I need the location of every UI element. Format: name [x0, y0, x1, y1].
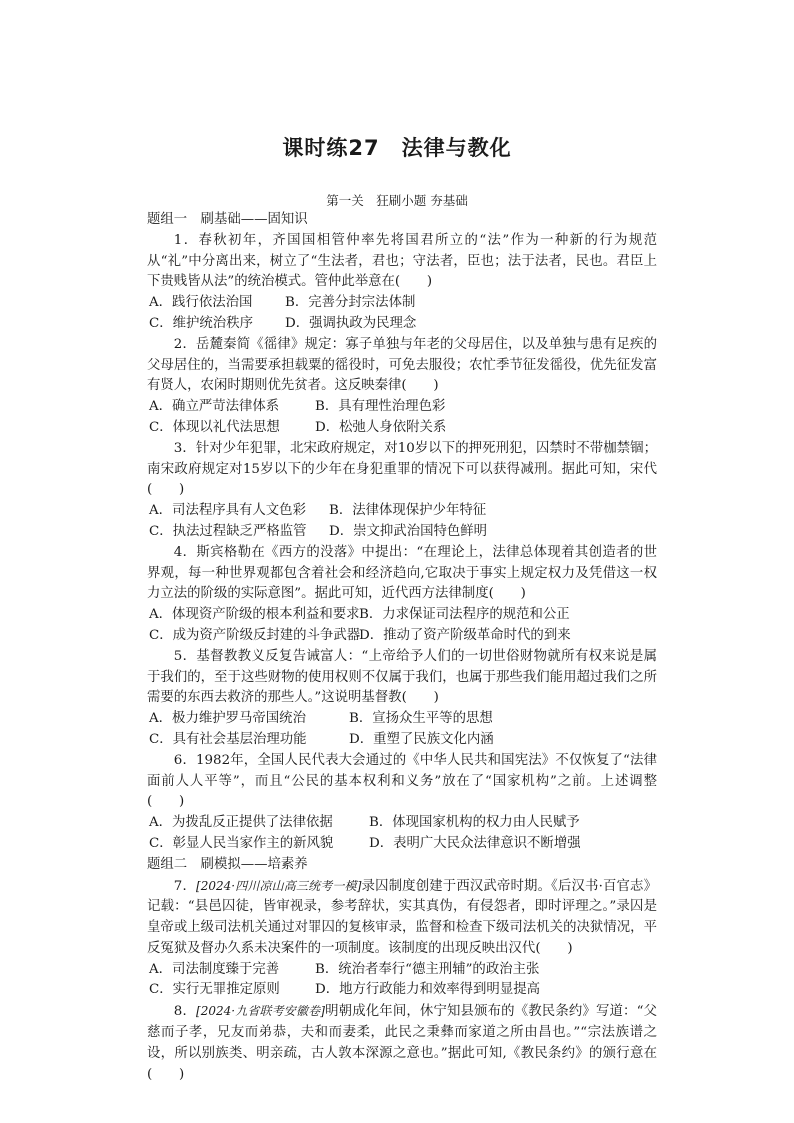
question-stem: 6．1982年，全国人民代表大会通过的《中华人民共和国宪法》不仅恢复了“法律面前人人平等”，而且“公民的基本权利和义务”放在了“国家机构”之前。上述调整( ) — [147, 752, 657, 810]
option-a[interactable]: A．确立严苛法律体系 — [149, 399, 280, 415]
options-row — [147, 293, 657, 314]
question-source: [2024·九省联考安徽卷] — [196, 1004, 325, 1019]
option-a[interactable]: A．司法程序具有人文色彩 — [149, 503, 306, 519]
option-b[interactable]: B．统治者奉行“德主刑辅”的政治主张 — [315, 961, 540, 977]
group-heading-2: 题组二 刷模拟——培素养 — [147, 856, 308, 872]
option-a[interactable]: A．践行依法治国 — [149, 295, 253, 311]
question-stem: 2．岳麓秦简《徭律》规定：寡子单独与年老的父母居住，以及单独与患有足疾的父母居住的，当需要承担载粟的徭役时，可免去服役；农忙季节征发徭役，优先征发富有贤人，农闲时期则优先贫者。这反映秦律( ) — [147, 336, 657, 394]
page-title: 课时练27 法律与教化 — [282, 136, 512, 160]
question-source: [2024·四川凉山高三统考一模] — [196, 878, 362, 893]
question-stem: 5．基督教教义反复告诫富人：“上帝给予人们的一切世俗财物就所有权来说是属于我们的，至于这些财物的使用权则不仅属于我们，也属于那些我们能用超过我们之所需要的东西去救济的那些人。”这说明基督教( ) — [147, 648, 657, 706]
question-3 — [147, 439, 657, 543]
options-row — [147, 813, 657, 834]
option-b[interactable]: B．体现国家机构的权力由人民赋予 — [369, 815, 580, 831]
question-6 — [147, 751, 657, 855]
options-row — [147, 834, 657, 855]
options-row — [147, 980, 657, 1001]
question-1 — [147, 231, 657, 335]
option-c[interactable]: C．具有社会基层治理功能 — [149, 731, 307, 747]
options-row — [147, 626, 657, 647]
question-5 — [147, 647, 657, 751]
option-d[interactable]: D．地方行政能力和效率得到明显提高 — [315, 982, 540, 998]
option-b[interactable]: B．力求保证司法程序的规范和公正 — [359, 607, 570, 623]
options-row — [147, 522, 657, 543]
option-c[interactable]: C．执法过程缺乏严格监管 — [149, 523, 307, 539]
option-b[interactable]: B．具有理性治理色彩 — [315, 399, 446, 415]
option-c[interactable]: C．实行无罪推定原则 — [149, 982, 280, 998]
question-stem: 1．春秋初年，齐国国相管仲率先将国君所立的“法”作为一种新的行为规范从“礼”中分离出来，树立了“生法者，君也；守法者，臣也；法于法者，民也。君臣上下贵贱皆从法”的统治模式。管仲此举意在( ) — [147, 232, 657, 290]
options-row — [147, 314, 657, 335]
options-row — [147, 960, 657, 981]
option-b[interactable]: B．完善分封宗法体制 — [285, 295, 416, 311]
group-heading-1: 题组一 刷基础——固知识 — [147, 212, 308, 227]
option-d[interactable]: D．崇文抑武治国特色鲜明 — [329, 523, 488, 539]
option-d[interactable]: D．推动了资产阶级革命时代的到来 — [359, 627, 571, 643]
option-c[interactable]: C．彰显人民当家作主的新风貌 — [149, 835, 334, 851]
option-d[interactable]: D．表明广大民众法律意识不断增强 — [369, 835, 581, 851]
question-number: 7． — [173, 878, 197, 894]
options-row — [147, 397, 657, 418]
question-8 — [147, 1001, 657, 1085]
option-d[interactable]: D．松弛人身依附关系 — [315, 419, 447, 435]
option-c[interactable]: C．维护统治秩序 — [149, 315, 253, 331]
question-list — [147, 210, 657, 1085]
options-row — [147, 418, 657, 439]
option-a[interactable]: A．为拨乱反正提供了法律依据 — [149, 815, 333, 831]
option-c[interactable]: C．成为资产阶级反封建的斗争武器 — [149, 627, 361, 643]
option-b[interactable]: B．法律体现保护少年特征 — [329, 503, 487, 519]
question-2 — [147, 335, 657, 439]
question-stem: 明朝成化年间，休宁知县颁布的《教民条约》写道：“父慈而子孝，兄友而弟恭，夫和而妻柔，此民之秉彝而家道之所由昌也。”“宗法族谱之设，所以别族类、明亲疏，古人敦本深源之意也。”据此可知,《教民条约》的颁行意在( ) — [147, 1004, 657, 1082]
question-stem: 4．斯宾格勒在《西方的没落》中提出：“在理论上，法律总体现着其创造者的世界观，每一种世界观都包含着社会和经济趋向,它取决于事实上规定权力及凭借这一权力立法的阶级的实际意图”。据此可知，近代西方法律制度( ) — [147, 544, 657, 602]
options-row — [147, 709, 657, 730]
option-a[interactable]: A．司法制度臻于完善 — [149, 961, 280, 977]
options-row — [147, 501, 657, 522]
option-d[interactable]: D．重塑了民族文化内涵 — [349, 731, 494, 747]
option-b[interactable]: B．宣扬众生平等的思想 — [349, 711, 493, 727]
question-number: 8． — [173, 1004, 197, 1020]
options-row — [147, 730, 657, 751]
options-row — [147, 605, 657, 626]
option-d[interactable]: D．强调执政为民理念 — [285, 315, 417, 331]
question-stem: 3．针对少年犯罪，北宋政府规定，对10岁以下的押死刑犯，囚禁时不带枷禁锢；南宋政府规定对15岁以下的少年在身犯重罪的情况下可以获得减刑。据此可知，宋代( ) — [147, 440, 657, 498]
option-c[interactable]: C．体现以礼代法思想 — [149, 419, 280, 435]
option-a[interactable]: A．极力维护罗马帝国统治 — [149, 711, 306, 727]
question-7 — [147, 876, 657, 1002]
question-4 — [147, 543, 657, 647]
question-stem: 录囚制度创建于西汉武帝时期。《后汉书·百官志》记载：“县邑囚徒，皆审视录，参考辞状，实其真伪，有侵怨者，即时评理之。”录囚是皇帝或上级司法机关通过对罪囚的复核审录，监督和检查下级司法机关的决狱情况，平反冤狱及督办久系未决案件的一项制度。该制度的出现反映出汉代( ) — [147, 878, 657, 956]
section-heading: 第一关 狂刷小题 夯基础 — [326, 193, 468, 208]
question-stem-container — [147, 1001, 657, 1085]
option-a[interactable]: A．体现资产阶级的根本利益和要求 — [149, 607, 360, 623]
question-stem-container — [147, 876, 657, 960]
